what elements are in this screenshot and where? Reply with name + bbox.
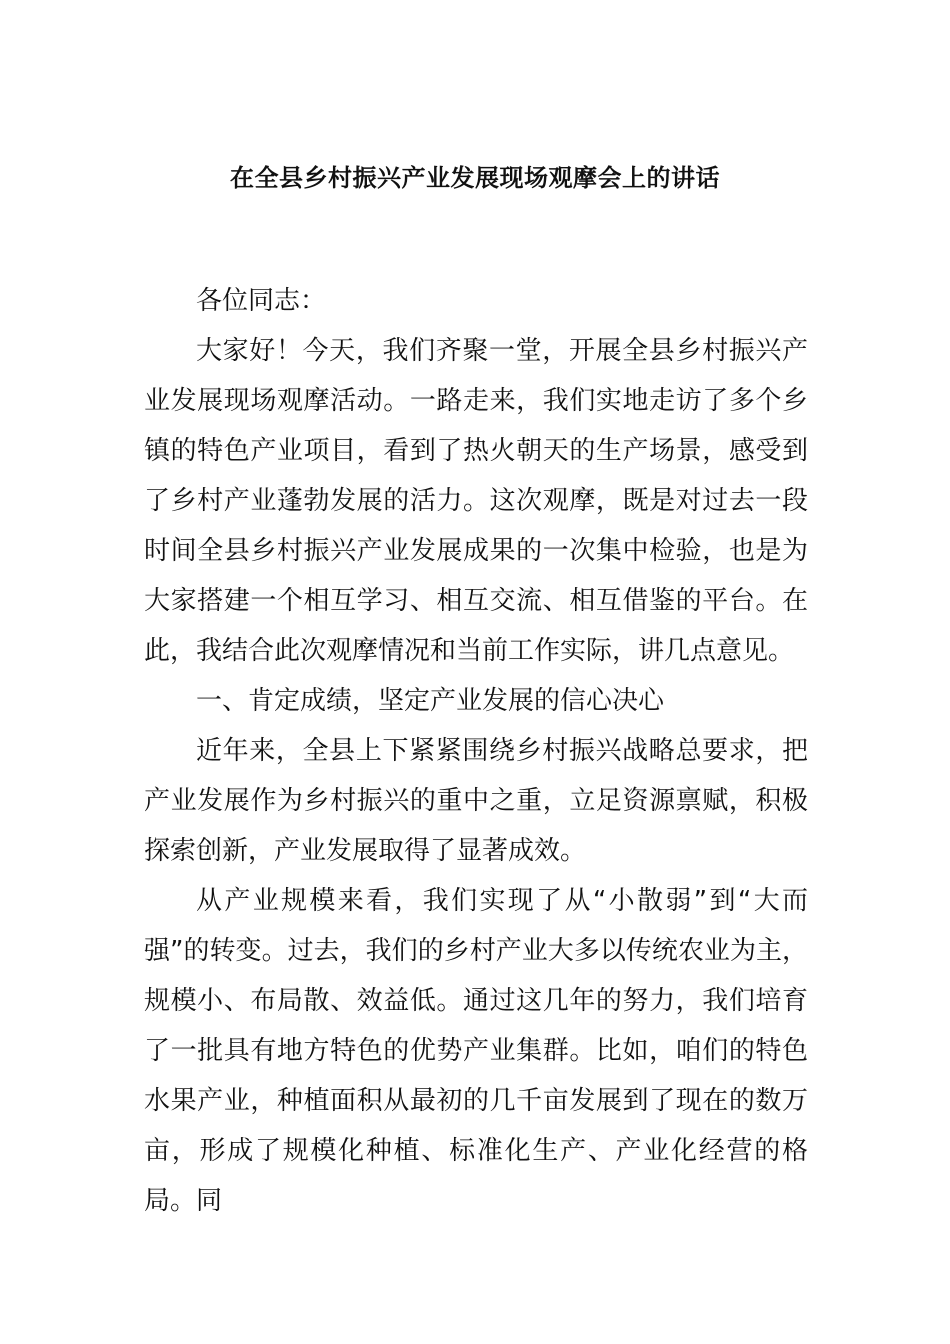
document-body [144, 276, 808, 1226]
paragraph-salutation: 各位同志： [196, 286, 327, 316]
paragraph-achievements: 近年来，全县上下紧紧围绕乡村振兴战略总要求，把产业发展作为乡村振兴的重中之重，立足资源禀赋，积极探索创新，产业发展取得了显著成效。 [144, 736, 808, 866]
paragraph-opening: 大家好！今天，我们齐聚一堂，开展全县乡村振兴产业发展现场观摩活动。一路走来，我们实地走访了多个乡镇的特色产业项目，看到了热火朝天的生产场景，感受到了乡村产业蓬勃发展的活力。这次观摩，既是对过去一段时间全县乡村振兴产业发展成果的一次集中检验，也是为大家搭建一个相互学习、相互交流、相互借鉴的平台。在此，我结合此次观摩情况和当前工作实际，讲几点意见。 [144, 336, 808, 666]
section-heading-1: 一、肯定成绩，坚定产业发展的信心决心 [196, 686, 665, 716]
paragraph-scale: 从产业规模来看，我们实现了从“小散弱”到“大而强”的转变。过去，我们的乡村产业大多以传统农业为主，规模小、布局散、效益低。通过这几年的努力，我们培育了一批具有地方特色的优势产业集群。比如，咱们的特色水果产业，种植面积从最初的几千亩发展到了现在的数万亩，形成了规模化种植、标准化生产、产业化经营的格局。同 [144, 886, 808, 1216]
document-title: 在全县乡村振兴产业发展现场观摩会上的讲话 [230, 163, 720, 192]
